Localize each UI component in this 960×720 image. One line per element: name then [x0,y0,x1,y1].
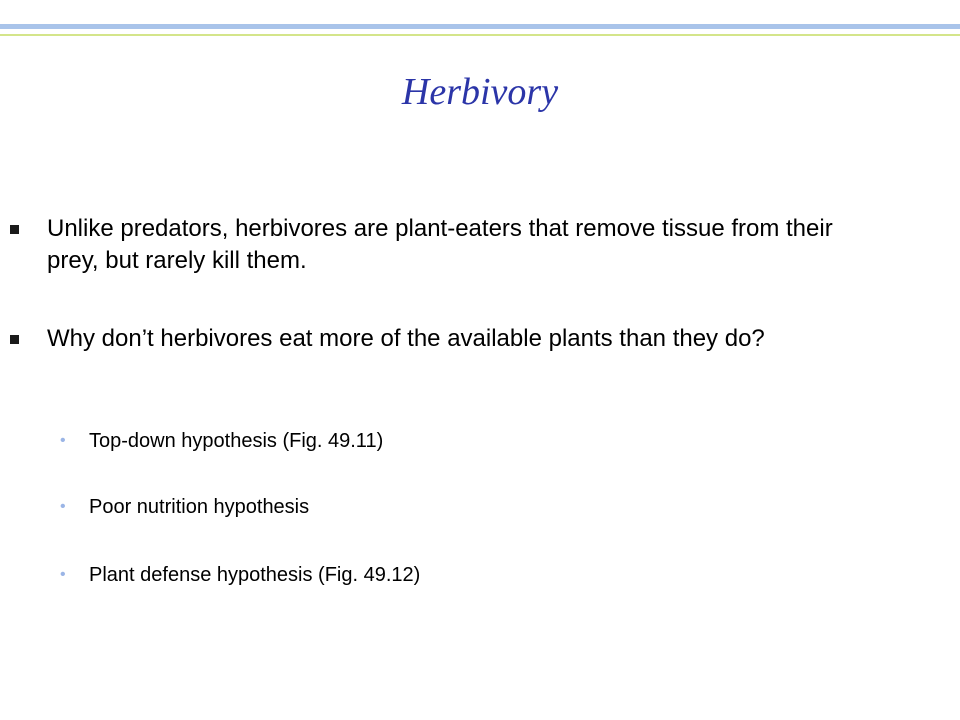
slide-title: Herbivory [401,71,559,113]
dot-bullet-icon: • [60,498,66,515]
sub-bullet-item [60,561,869,589]
bullet-text: Why don’t herbivores eat more of the available plants than they do? [47,325,765,352]
square-bullet-icon [10,225,19,234]
bullet-item [47,323,877,355]
header-rule-blue [0,24,960,29]
sub-bullet-text: Poor nutrition hypothesis [89,496,310,518]
header-rule-green [0,34,960,36]
dot-bullet-icon: • [60,566,66,583]
bullet-text: Unlike predators, herbivores are plant-eaters that remove tissue from their prey, but rarely kill them. [47,215,833,274]
square-bullet-icon [10,335,19,344]
dot-bullet-icon: • [60,432,66,449]
sub-bullet-text: Plant defense hypothesis (Fig. 49.12) [89,564,421,586]
bullet-item [47,213,877,277]
sub-bullet-item [60,493,869,521]
sub-bullet-text: Top-down hypothesis (Fig. 49.11) [89,430,384,452]
sub-bullet-item [60,427,869,455]
